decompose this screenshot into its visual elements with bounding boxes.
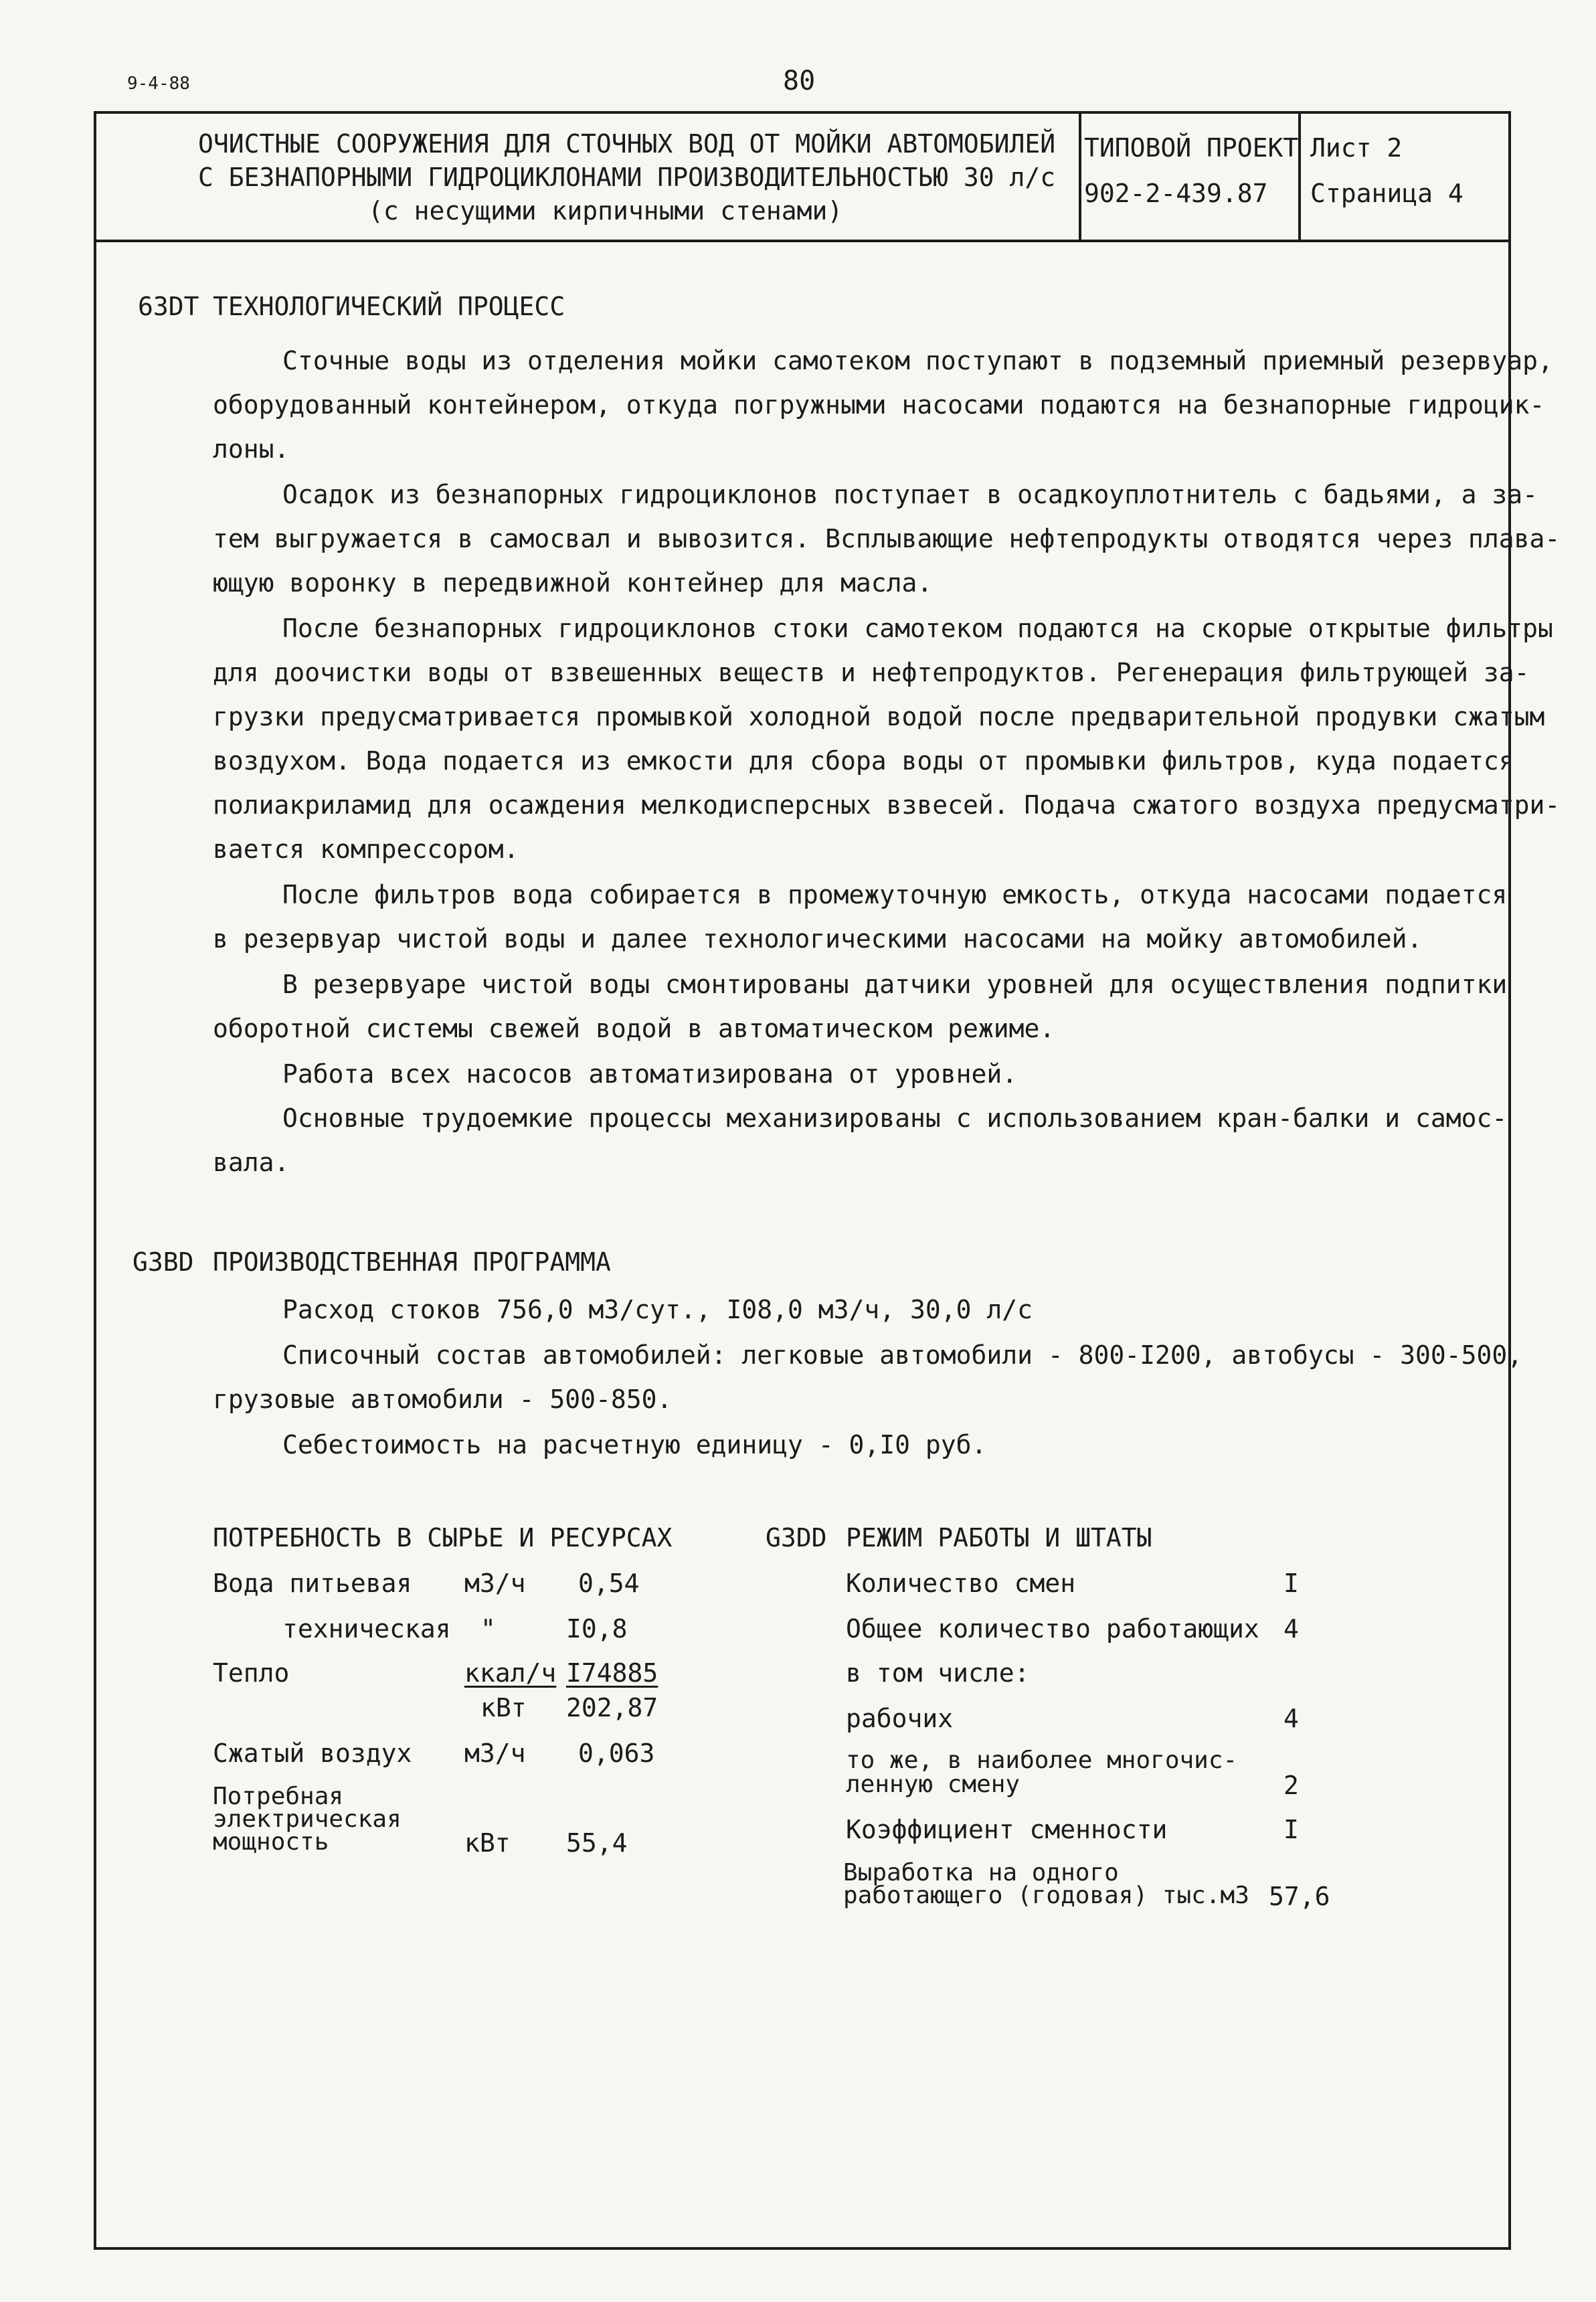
staff-label: в том числе: (846, 1658, 1030, 1688)
text-line: После фильтров вода собирается в промежуточную емкость, откуда насосами подается (282, 880, 1508, 909)
staff-value: I (1283, 1569, 1299, 1598)
resource-name: Вода питьевая (213, 1569, 412, 1598)
section-code-process: 63DT (138, 292, 199, 321)
resource-unit: м3/ч (464, 1569, 526, 1598)
text-line: Осадок из безнапорных гидроциклонов поступает в осадкоуплотнитель с бадьями, а за- (282, 480, 1538, 509)
text-line: грузки предусматривается промывкой холодной водой после предварительной продувки сжатым (213, 702, 1545, 731)
resource-name: техническая (282, 1614, 451, 1644)
section-heading-program: ПРОИЗВОДСТВЕННАЯ ПРОГРАММА (213, 1247, 611, 1277)
text-line: в резервуар чистой воды и далее технологическими насосами на мойку автомобилей. (213, 924, 1423, 954)
resource-value: I74885 (566, 1658, 658, 1688)
resource-unit: м3/ч (464, 1739, 526, 1768)
resource-value: 0,54 (578, 1569, 640, 1598)
text-line: Работа всех насосов автоматизирована от уровней. (282, 1059, 1018, 1089)
staff-label: ленную смену (846, 1771, 1021, 1798)
resource-value: 202,87 (566, 1693, 658, 1722)
staff-label: Общее количество работающих (846, 1614, 1259, 1644)
text-line: для доочистки воды от взвешенных веществ и нефтепродуктов. Регенерация фильтрующей за- (213, 658, 1530, 687)
text-line: оборотной системы свежей водой в автоматическом режиме. (213, 1014, 1055, 1043)
project-label: ТИПОВОЙ ПРОЕКТ (1084, 133, 1299, 163)
text-line: вала. (213, 1148, 290, 1177)
text-line: ющую воронку в передвижной контейнер для масла. (213, 568, 933, 598)
resource-name: электрическая (213, 1805, 402, 1833)
staff-label: Коэффициент сменности (846, 1815, 1168, 1844)
staff-label: работающего (годовая) тыс.м3 (843, 1882, 1249, 1909)
text-line: оборудованный контейнером, откуда погружными насосами подаются на безнапорные гидроцик- (213, 390, 1545, 420)
text-line: Основные трудоемкие процессы механизированы с использованием кран-балки и самос- (282, 1103, 1508, 1133)
resource-name: Тепло (213, 1658, 290, 1688)
resource-value: 55,4 (566, 1828, 628, 1858)
staff-value: 2 (1283, 1771, 1299, 1800)
resource-name: Сжатый воздух (213, 1739, 412, 1768)
resources-heading: ПОТРЕБНОСТЬ В СЫРЬЕ И РЕСУРСАХ (213, 1523, 673, 1553)
text-line: полиакриламид для осаждения мелкодисперсных взвесей. Подача сжатого воздуха предусматри- (213, 790, 1561, 820)
resource-value: 0,063 (578, 1739, 655, 1768)
text-line: Себестоимость на расчетную единицу - 0,I0 руб. (282, 1430, 987, 1459)
staff-label: то же, в наиболее многочис- (846, 1747, 1238, 1774)
text-line: лоны. (213, 434, 290, 464)
section-heading-process: ТЕХНОЛОГИЧЕСКИЙ ПРОЦЕСС (213, 292, 565, 321)
page-frame (94, 111, 1511, 2250)
document-code: 9-4-88 (127, 74, 190, 94)
page-number: 80 (783, 66, 816, 96)
staff-code: G3DD (766, 1523, 827, 1553)
text-line: тем выгружается в самосвал и вывозится. Всплывающие нефтепродукты отводятся через плава- (213, 524, 1561, 553)
text-line: вается компрессором. (213, 834, 519, 864)
page-label: Страница 4 (1310, 179, 1464, 208)
section-code-program: G3BD (132, 1247, 194, 1277)
staff-value: I (1283, 1815, 1299, 1844)
title-line-1: ОЧИСТНЫЕ СООРУЖЕНИЯ ДЛЯ СТОЧНЫХ ВОД ОТ МОЙКИ АВТОМОБИЛЕЙ (198, 129, 1056, 159)
staff-value: 4 (1283, 1704, 1299, 1733)
resource-unit: ккал/ч (464, 1658, 557, 1688)
resource-unit: кВт (480, 1693, 527, 1722)
text-line: Списочный состав автомобилей: легковые автомобили - 800-I200, автобусы - 300-500, (282, 1340, 1523, 1370)
text-line: грузовые автомобили - 500-850. (213, 1385, 673, 1414)
sheet-number: Лист 2 (1310, 133, 1403, 163)
staff-value: 57,6 (1269, 1882, 1330, 1911)
staff-label: рабочих (846, 1704, 954, 1733)
text-line: После безнапорных гидроциклонов стоки самотеком подаются на скорые открытые фильтры (282, 614, 1553, 643)
resource-unit: кВт (464, 1828, 511, 1858)
text-line: Расход стоков 756,0 м3/сут., I08,0 м3/ч, 30,0 л/с (282, 1295, 1033, 1324)
resource-name: Потребная (213, 1783, 344, 1810)
staff-value: 4 (1283, 1614, 1299, 1644)
resource-unit: " (480, 1614, 496, 1644)
title-line-2: С БЕЗНАПОРНЫМИ ГИДРОЦИКЛОНАМИ ПРОИЗВОДИТЕЛЬНОСТЬЮ 30 л/с (198, 163, 1056, 192)
text-line: В резервуаре чистой воды смонтированы датчики уровней для осуществления подпитки (282, 970, 1508, 999)
staff-label: Количество смен (846, 1569, 1076, 1598)
text-line: Сточные воды из отделения мойки самотеком поступают в подземный приемный резервуар, (282, 346, 1553, 375)
title-line-3: (с несущими кирпичными стенами) (368, 196, 843, 226)
staff-heading: РЕЖИМ РАБОТЫ И ШТАТЫ (846, 1523, 1152, 1553)
staff-label: Выработка на одного (843, 1859, 1119, 1886)
text-line: воздухом. Вода подается из емкости для сбора воды от промывки фильтров, куда подается (213, 746, 1514, 776)
resource-value: I0,8 (566, 1614, 628, 1644)
resource-name: мощность (213, 1828, 329, 1856)
project-number: 902-2-439.87 (1084, 179, 1268, 208)
